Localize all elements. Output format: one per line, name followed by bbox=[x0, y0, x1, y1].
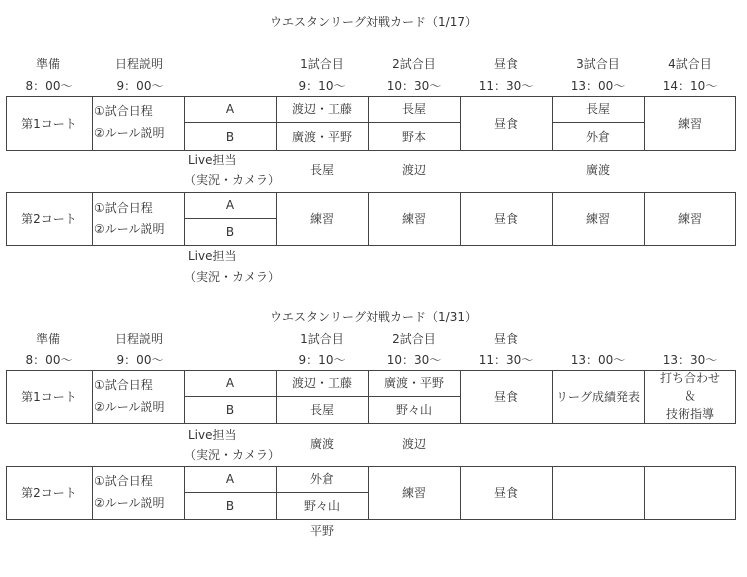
live-label: Live担当 bbox=[188, 428, 237, 442]
sheet-2-title: ウエスタンリーグ対戦カード（1/31） bbox=[270, 310, 477, 324]
live-sublabel: （実況・カメラ） bbox=[184, 173, 281, 187]
court-1-team-a: A bbox=[225, 376, 235, 390]
court-1-game-1-a: 渡辺・工藤 bbox=[291, 376, 352, 390]
header-lunch: 昼食 bbox=[493, 57, 518, 71]
court-1-game-2-a: 長屋 bbox=[401, 102, 426, 116]
header-game-4: 4試合目 bbox=[668, 57, 712, 71]
live-game-2: 渡辺 bbox=[401, 437, 426, 451]
court-1-meeting-line-1: 打ち合わせ bbox=[659, 371, 720, 385]
court-1-team-b: B bbox=[225, 129, 235, 144]
court-1-desc-1: ①試合日程 bbox=[94, 378, 153, 392]
time-setsumei: 9：00～ bbox=[116, 353, 164, 367]
court-1-game-3-a: 長屋 bbox=[585, 102, 610, 116]
court-2-team-a: A bbox=[225, 472, 235, 486]
court-1-lunch: 昼食 bbox=[493, 390, 518, 404]
header-game-2: 2試合目 bbox=[392, 57, 436, 71]
live-game-2: 渡辺 bbox=[401, 163, 426, 177]
court-2-team-b: B bbox=[225, 225, 235, 239]
divider bbox=[552, 466, 553, 520]
court-2-name: 第2コート bbox=[21, 212, 77, 226]
divider bbox=[92, 96, 93, 151]
time-game-4: 14：10～ bbox=[662, 79, 718, 93]
divider bbox=[92, 192, 93, 246]
time-lunch: 11：30～ bbox=[478, 353, 534, 367]
header-nittei-setsumei: 日程説明 bbox=[114, 332, 163, 346]
time-game-3: 13：00～ bbox=[570, 79, 626, 93]
court-2-game-2: 練習 bbox=[401, 212, 426, 226]
court-1-name: 第1コート bbox=[21, 390, 77, 404]
live-game-1: 廣渡 bbox=[309, 437, 334, 451]
court-1-game-2-b: 野本 bbox=[401, 129, 426, 144]
time-junbi: 8：00～ bbox=[25, 353, 73, 367]
court-1-meeting-line-3: 技術指導 bbox=[665, 407, 714, 421]
sheet-1-title: ウエスタンリーグ対戦カード（1/17） bbox=[270, 15, 477, 29]
live-game-3: 廣渡 bbox=[585, 163, 610, 177]
court-2-game-2: 練習 bbox=[401, 486, 426, 500]
time-game-4: 13：30～ bbox=[662, 353, 718, 367]
court-1-desc-2: ②ルール説明 bbox=[94, 126, 165, 140]
court-1-game-1-b: 長屋 bbox=[309, 403, 334, 417]
court-2-game-1-a: 外倉 bbox=[309, 472, 334, 486]
extra-name: 平野 bbox=[309, 524, 334, 538]
header-nittei-setsumei: 日程説明 bbox=[114, 57, 163, 71]
header-game-1: 1試合目 bbox=[300, 332, 344, 346]
court-2-game-3: 練習 bbox=[585, 212, 610, 226]
court-1-team-b: B bbox=[225, 403, 235, 417]
court-2-desc-1: ①試合日程 bbox=[94, 201, 153, 215]
court-2-game-1: 練習 bbox=[309, 212, 334, 226]
time-game-1: 9：10～ bbox=[298, 353, 346, 367]
court-2-desc-1: ①試合日程 bbox=[94, 474, 153, 488]
divider bbox=[644, 466, 645, 520]
header-game-2: 2試合目 bbox=[392, 332, 436, 346]
header-junbi: 準備 bbox=[35, 57, 60, 71]
divider bbox=[92, 370, 93, 424]
divider bbox=[92, 466, 93, 520]
court-1-desc-2: ②ルール説明 bbox=[94, 400, 165, 414]
court-1-lunch: 昼食 bbox=[493, 116, 518, 131]
court-1-meeting-line-2: ＆ bbox=[683, 389, 696, 403]
court-1-game-2-a: 廣渡・平野 bbox=[383, 376, 444, 390]
court-1-desc-1: ①試合日程 bbox=[94, 104, 153, 118]
time-game-2: 10：30～ bbox=[386, 353, 442, 367]
court-1-game-3-b: 外倉 bbox=[585, 129, 610, 144]
court-1-team-a: A bbox=[225, 102, 235, 116]
court-2-game-1-b: 野々山 bbox=[303, 499, 340, 513]
court-1-game-4: 練習 bbox=[677, 116, 702, 131]
court-2-team-b: B bbox=[225, 499, 235, 513]
court-2-desc-2: ②ルール説明 bbox=[94, 222, 165, 236]
header-lunch: 昼食 bbox=[493, 332, 518, 346]
court-2-lunch: 昼食 bbox=[493, 212, 518, 226]
court-1-game-1-b: 廣渡・平野 bbox=[291, 129, 352, 144]
live-label: Live担当 bbox=[188, 249, 237, 263]
live-label: Live担当 bbox=[188, 153, 237, 167]
court-2-lunch: 昼食 bbox=[493, 486, 518, 500]
time-junbi: 8：00～ bbox=[25, 79, 73, 93]
court-1-game-1-a: 渡辺・工藤 bbox=[291, 102, 352, 116]
live-sublabel: （実況・カメラ） bbox=[184, 448, 281, 462]
court-2-desc-2: ②ルール説明 bbox=[94, 496, 165, 510]
time-game-3: 13：00～ bbox=[570, 353, 626, 367]
court-2-name: 第2コート bbox=[21, 486, 77, 500]
live-sublabel: （実況・カメラ） bbox=[184, 270, 281, 284]
court-1-name: 第1コート bbox=[21, 116, 77, 131]
header-game-3: 3試合目 bbox=[576, 57, 620, 71]
court-1-results-announcement: リーグ成績発表 bbox=[555, 390, 640, 404]
court-2-game-4: 練習 bbox=[677, 212, 702, 226]
live-game-1: 長屋 bbox=[309, 163, 334, 177]
time-game-1: 9：10～ bbox=[298, 79, 346, 93]
header-junbi: 準備 bbox=[35, 332, 60, 346]
time-setsumei: 9：00～ bbox=[116, 79, 164, 93]
court-1-game-2-b: 野々山 bbox=[395, 403, 432, 417]
court-2-team-a: A bbox=[225, 198, 235, 212]
time-game-2: 10：30～ bbox=[386, 79, 442, 93]
time-lunch: 11：30～ bbox=[478, 79, 534, 93]
header-game-1: 1試合目 bbox=[300, 57, 344, 71]
